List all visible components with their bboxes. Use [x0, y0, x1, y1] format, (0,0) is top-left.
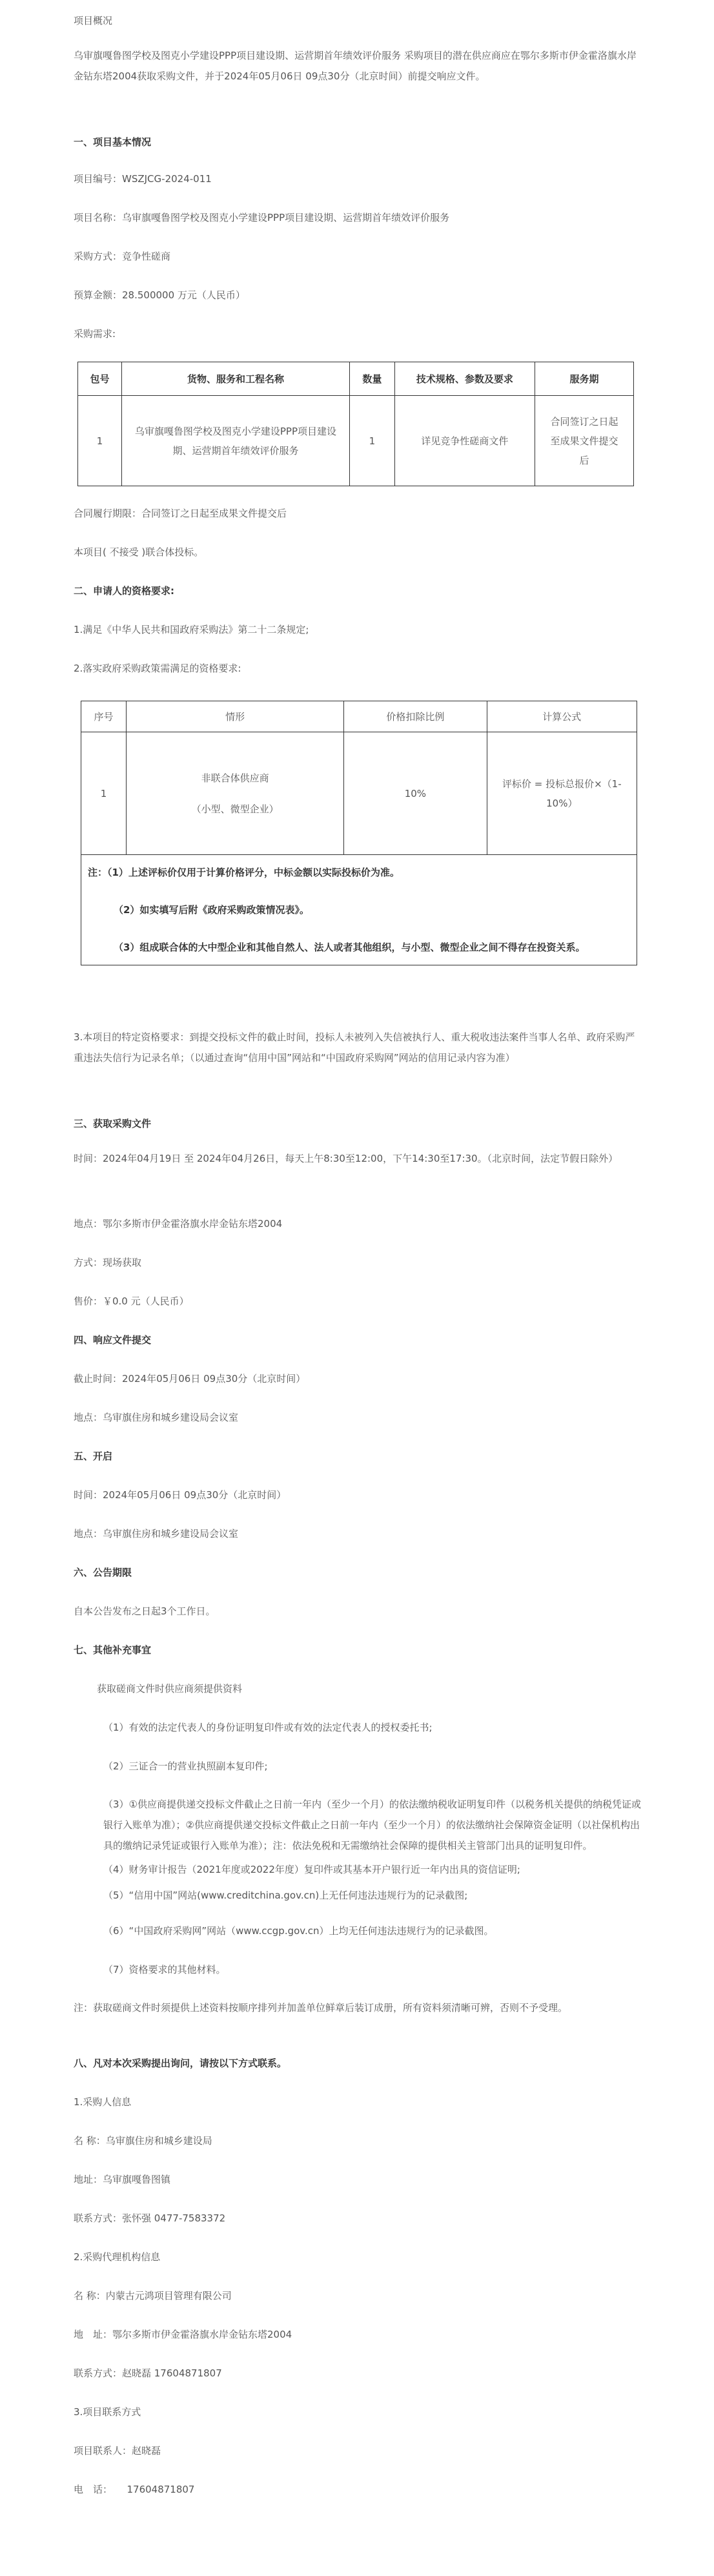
table-cell: 评标价 = 投标总报价×（1-10%）: [487, 732, 637, 855]
requirements-label: 采购需求:: [74, 328, 116, 340]
supplement-item-7: （7）资格要求的其他材料。: [103, 1964, 226, 1975]
table-header: 情形: [127, 701, 344, 732]
section-3-title: 三、获取采购文件: [74, 1118, 152, 1129]
supplement-note: 注：获取磋商文件时须提供上述资料按顺序排列并加盖单位鲜章后装订成册，所有资料须清晰可辨，否则不予受理。: [74, 2002, 568, 2014]
submission-place: 地点：乌审旗住房和城乡建设局会议室: [74, 1412, 239, 1423]
submission-deadline: 截止时间：2024年05月06日 09点30分（北京时间）: [74, 1373, 306, 1385]
qualification-item-1: 1.满足《中华人民共和国政府采购法》第二十二条规定;: [74, 624, 309, 635]
table-cell: 合同签订之日起至成果文件提交后: [535, 396, 634, 486]
section-7-title: 七、其他补充事宜: [74, 1644, 152, 1656]
acquisition-method: 方式：现场获取: [74, 1257, 142, 1268]
opening-time: 时间：2024年05月06日 09点30分（北京时间）: [74, 1489, 287, 1501]
document-price: 售价：￥0.0 元（人民币）: [74, 1295, 189, 1307]
supplement-item-5: （5）“信用中国”网站(www.creditchina.gov.cn)上无任何违法违规行为的记录截图;: [103, 1890, 468, 1901]
supplement-item-6: （6）“中国政府采购网”网站（www.ccgp.gov.cn）上均无任何违法违规行为的记录截图。: [103, 1925, 494, 1937]
project-contact-title: 3.项目联系方式: [74, 2406, 141, 2418]
agency-address: 地 址：鄂尔多斯市伊金霍洛旗水岸金钻东塔2004: [74, 2329, 292, 2340]
consortium-note: 本项目( 不接受 )联合体投标。: [74, 546, 204, 558]
note-line: 注：（1）上述评标价仅用于计算价格评分，中标金额以实际投标价为准。: [88, 867, 400, 878]
table-header: 货物、服务和工程名称: [121, 362, 349, 396]
project-contact-phone: 电 话： 17604871807: [74, 2484, 195, 2495]
budget-amount: 预算金额：28.500000 万元（人民币）: [74, 289, 245, 301]
purchaser-name: 名 称：乌审旗住房和城乡建设局: [74, 2135, 212, 2147]
note-line: （2）如实填写后附《政府采购政策情况表》。: [114, 904, 309, 916]
qualification-item-2: 2.落实政府采购政策需满足的资格要求:: [74, 663, 241, 674]
section-4-title: 四、响应文件提交: [74, 1334, 152, 1346]
table-header: 序号: [81, 701, 127, 732]
table-header: 包号: [78, 362, 122, 396]
supplement-item-3: （3）①供应商提供递交投标文件截止之日前一年内（至少一个月）的依法缴纳税收证明复印件（以税务机关提供的纳税凭证或银行入账单为准）；②供应商提供递交投标文件截止之日前一年内（至少一个月）的依法缴纳社会保障资金证明（以社保机构出具的缴纳记录凭证或银行入账单为准）；注：依法免税和无需缴纳社会保障的提供相关主管部门出具的证明复印件。: [103, 1798, 641, 1851]
note-line: （3）组成联合体的大中型企业和其他自然人、法人或者其他组织，与小型、微型企业之间不得存在投资关系。: [114, 942, 586, 953]
qualification-item-3: 3.本项目的特定资格要求：到提交投标文件的截止时间，投标人未被列入失信被执行人、重大税收违法案件当事人名单、政府采购严重违法失信行为记录名单；（以通过查询“信用中国”网站和“中国政府采购网”网站的信用记录内容为准）: [74, 1031, 635, 1064]
situation-line: 非联合体供应商: [201, 772, 269, 784]
table-header: 技术规格、参数及要求: [394, 362, 535, 396]
supplement-item-4: （4）财务审计报告（2021年度或2022年度）复印件或其基本开户银行近一年内出具的资信证明;: [103, 1864, 520, 1875]
opening-place: 地点：乌审旗住房和城乡建设局会议室: [74, 1528, 239, 1540]
acquisition-place: 地点：鄂尔多斯市伊金霍洛旗水岸金钻东塔2004: [74, 1218, 283, 1230]
section-1-title: 一、项目基本情况: [74, 136, 152, 148]
project-contact-person: 项目联系人：赵晓磊: [74, 2445, 161, 2457]
announcement-period: 自本公告发布之日起3个工作日。: [74, 1605, 216, 1617]
purchaser-contact: 联系方式：张怀强 0477-7583372: [74, 2212, 226, 2224]
agency-contact: 联系方式：赵晓磊 17604871807: [74, 2367, 222, 2379]
supplement-item-2: （2）三证合一的营业执照副本复印件;: [103, 1760, 268, 1772]
overview-text: 乌审旗嘎鲁图学校及图克小学建设PPP项目建设期、运营期首年绩效评价服务 采购项目的潜在供应商应在鄂尔多斯市伊金霍洛旗水岸金钻东塔2004获取采购文件，并于2024年05月06日 09点30分（北京时间）前提交响应文件。: [74, 50, 637, 82]
purchaser-title: 1.采购人信息: [74, 2096, 132, 2108]
agency-title: 2.采购代理机构信息: [74, 2251, 161, 2263]
section-6-title: 六、公告期限: [74, 1567, 132, 1578]
table-cell: [127, 732, 344, 855]
overview-title: 项目概况: [74, 15, 113, 26]
requirements-table: [77, 362, 634, 486]
purchaser-address: 地址：乌审旗嘎鲁图镇: [74, 2174, 171, 2185]
section-2-title: 二、申请人的资格要求:: [74, 585, 174, 597]
table-cell: 1: [78, 396, 122, 486]
section-5-title: 五、开启: [74, 1450, 113, 1462]
table-header: 价格扣除比例: [344, 701, 487, 732]
table-cell: 详见竞争性磋商文件: [394, 396, 535, 486]
project-number: 项目编号：WSZJCG-2024-011: [74, 173, 212, 185]
situation-line: （小型、微型企业）: [191, 803, 279, 815]
table-cell: 1: [349, 396, 394, 486]
section-8-title: 八、凡对本次采购提出询问，请按以下方式联系。: [74, 2057, 287, 2069]
supplement-intro: 获取磋商文件时供应商须提供资料: [97, 1683, 243, 1695]
table-note: [81, 855, 637, 965]
acquisition-time: 时间：2024年04月19日 至 2024年04月26日，每天上午8:30至12:00，下午14:30至17:30。（北京时间，法定节假日除外）: [74, 1153, 618, 1164]
procurement-method: 采购方式：竞争性磋商: [74, 251, 171, 262]
project-name: 项目名称：乌审旗嘎鲁图学校及图克小学建设PPP项目建设期、运营期首年绩效评价服务: [74, 212, 450, 223]
table-header: 数量: [349, 362, 394, 396]
table-cell: 1: [81, 732, 127, 855]
agency-name: 名 称：内蒙古元鸿项目管理有限公司: [74, 2290, 232, 2302]
table-header: 服务期: [535, 362, 634, 396]
supplement-item-1: （1）有效的法定代表人的身份证明复印件或有效的法定代表人的授权委托书;: [103, 1722, 433, 1733]
table-cell: 10%: [344, 732, 487, 855]
policy-table: [81, 701, 637, 965]
contract-period: 合同履行期限：合同签订之日起至成果文件提交后: [74, 508, 287, 519]
table-cell: 乌审旗嘎鲁图学校及图克小学建设PPP项目建设期、运营期首年绩效评价服务: [121, 396, 349, 486]
table-header: 计算公式: [487, 701, 637, 732]
